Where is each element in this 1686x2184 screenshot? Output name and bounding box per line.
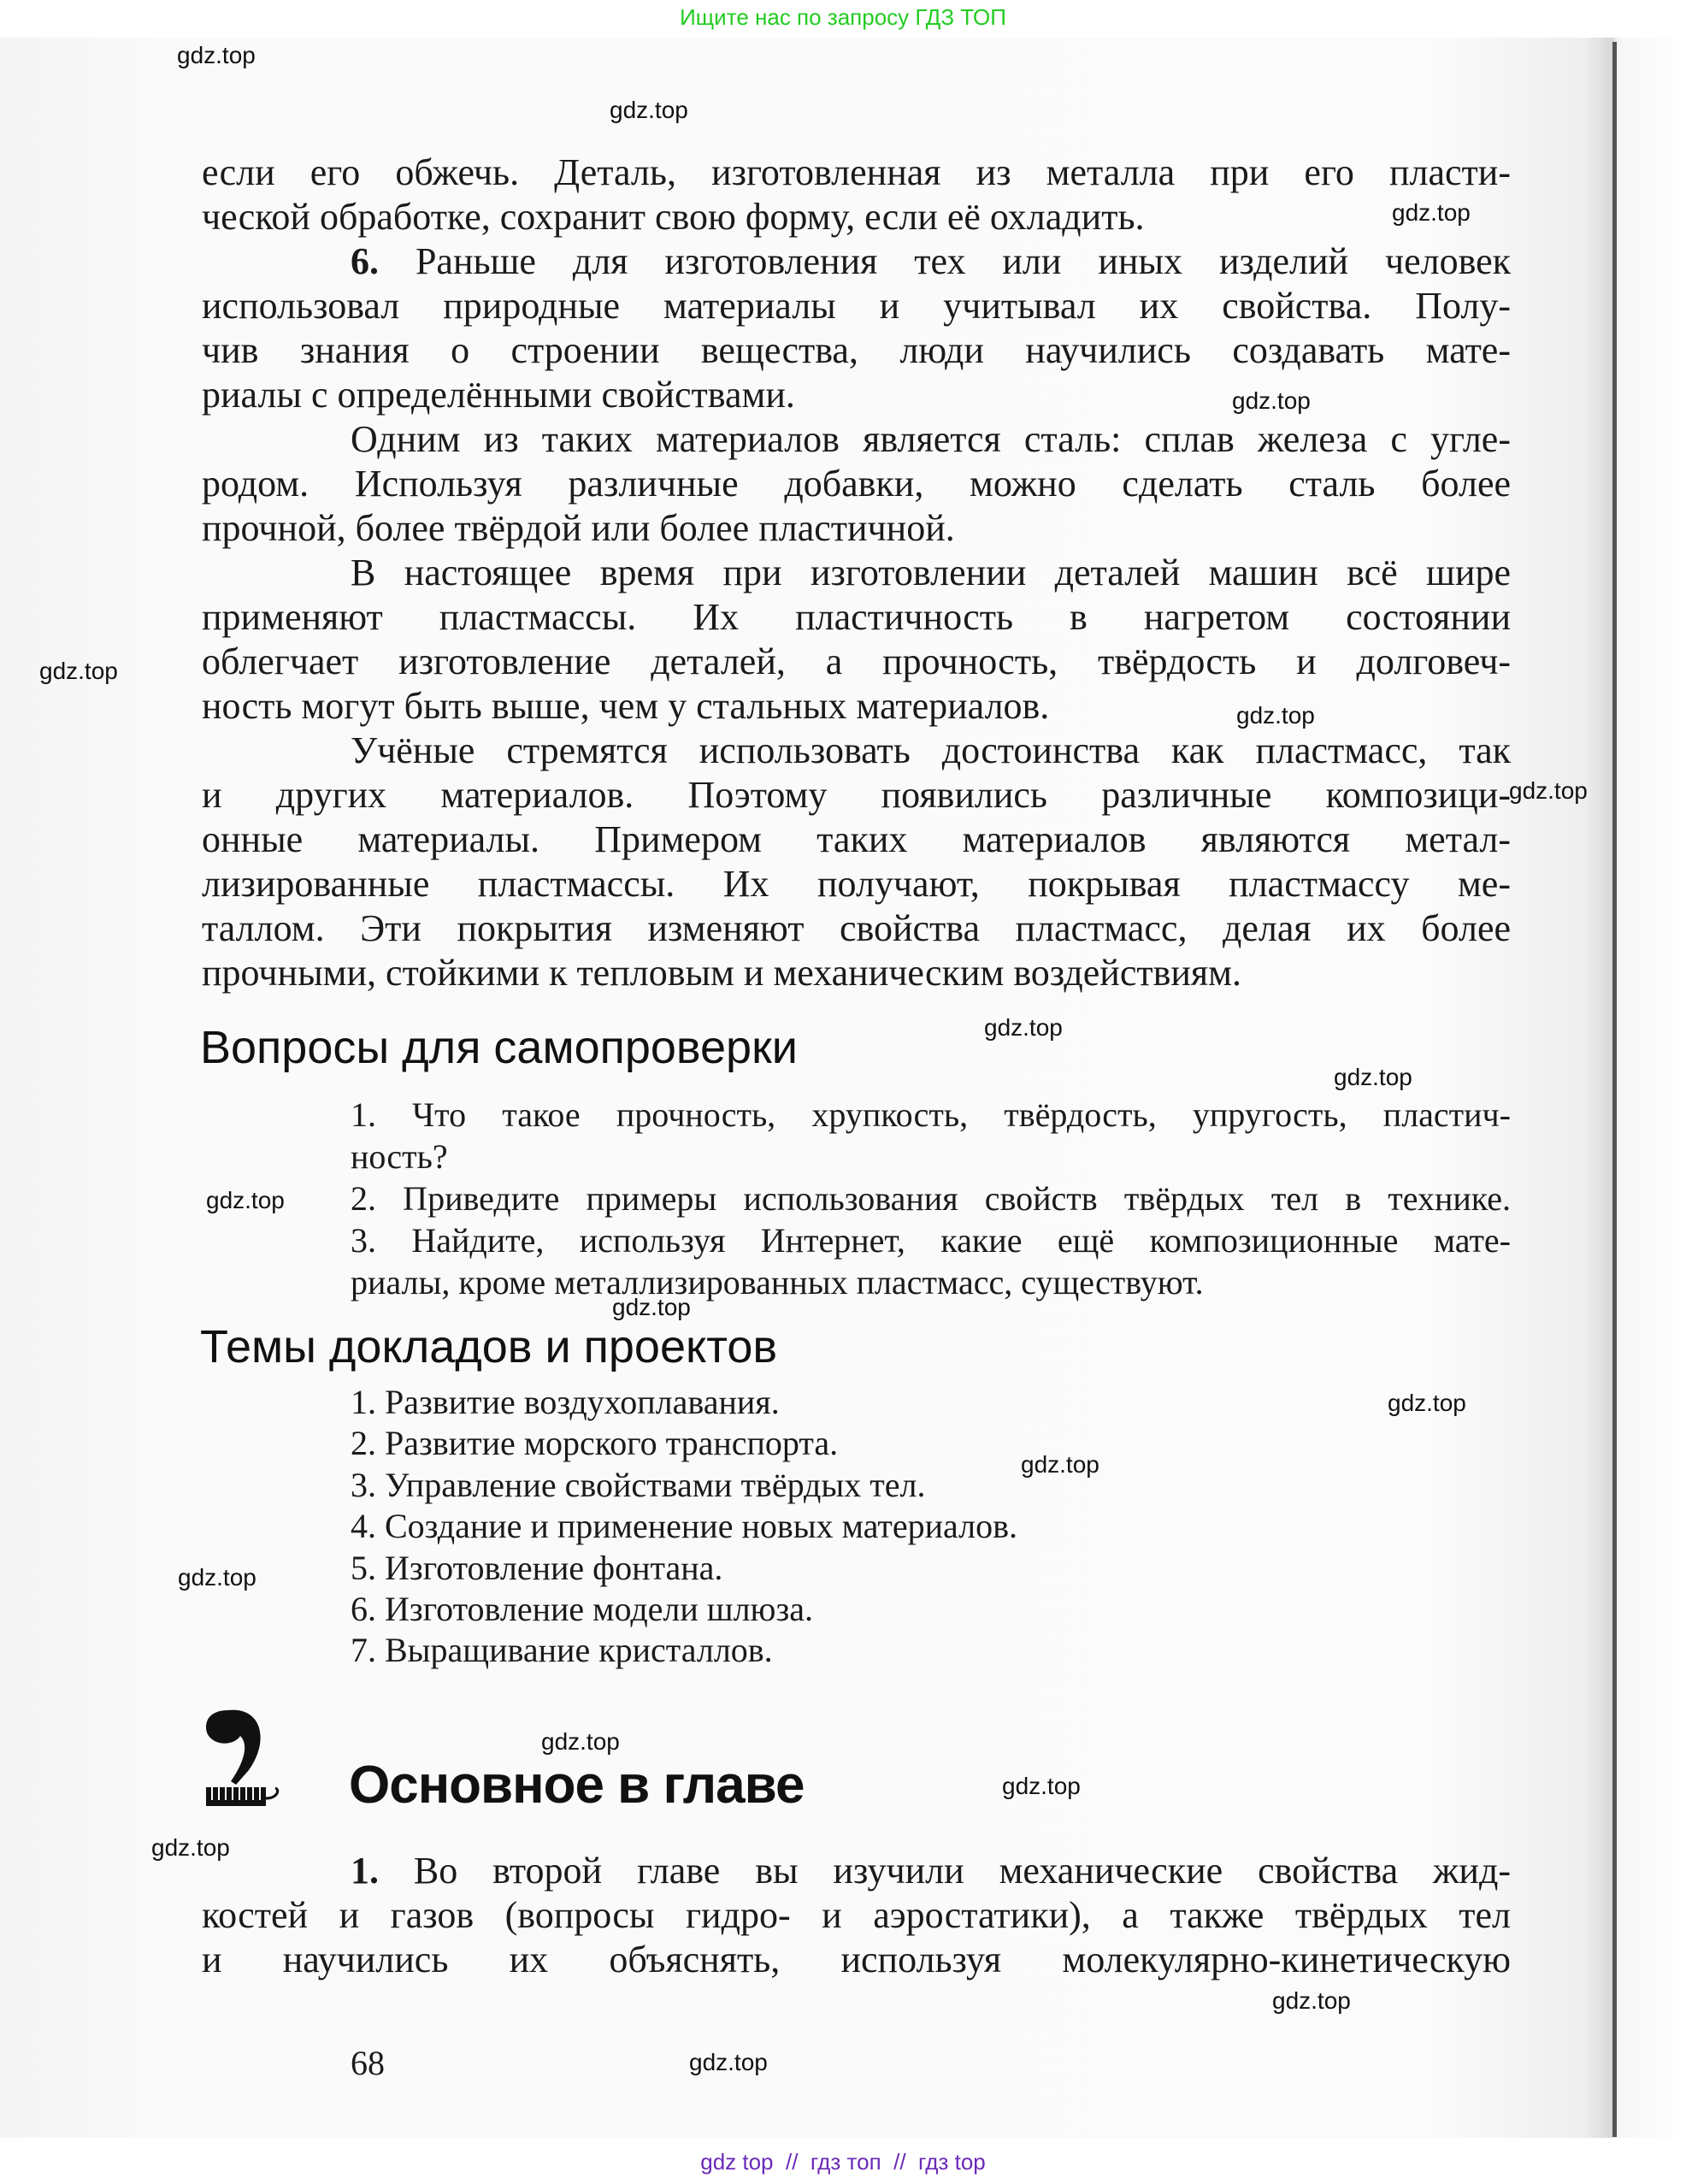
watermark: gdz.top [151,1834,230,1861]
text-line: лизированные пластмассы. Их получают, покрывая пластмассу ме- [202,863,1511,905]
summary-heading: Основное в главе [349,1756,805,1815]
topic-item: 3. Управление свойствами твёрдых тел. [351,1465,926,1504]
watermark: gdz.top [1021,1451,1099,1478]
question-line: ность? [351,1137,448,1176]
watermark: gdz.top [612,1294,691,1320]
chapter-2-logo-icon [202,1706,304,1813]
page-number: 68 [351,2044,385,2082]
questions-heading: Вопросы для самопроверки [200,1022,798,1073]
banner-text: Ищите нас по запросу ГДЗ ТОП [680,4,1006,30]
watermark: gdz.top [1272,1987,1351,2014]
text-line: использовал природные материалы и учитывал их свойства. Полу- [202,285,1511,327]
text-line: и других материалов. Поэтому появились различные композици- [202,774,1511,816]
watermark: gdz.top [1232,387,1311,414]
text-line: родом. Используя различные добавки, можно сделать сталь более [202,463,1511,505]
text-line: прочной, более твёрдой или более пластичной. [202,507,955,549]
text-line: если его обжечь. Деталь, изготовленная из металла при его пласти- [202,151,1511,193]
topic-item: 6. Изготовление модели шлюза. [351,1589,813,1628]
summary-first-line [202,1849,1511,1893]
text-line: риалы с определёнными свойствами. [202,374,795,416]
topics-heading: Темы докладов и проектов [200,1321,778,1372]
summary-text [202,1849,1511,1982]
topic-item: 5. Изготовление фонтана. [351,1548,723,1587]
watermark: gdz.top [178,1564,256,1591]
text-line: ность могут быть выше, чем у стальных материалов. [202,685,1050,727]
topic-item: 4. Создание и применение новых материалов. [351,1507,1017,1546]
text-line: онные материалы. Примером таких материалов являются метал- [202,818,1511,860]
text-line: Учёные стремятся использовать достоинства как пластмасс, так [351,729,1511,771]
watermark: gdz.top [1334,1064,1412,1090]
text-line: В настоящее время при изготовлении деталей машин всё шире [351,552,1511,593]
page-spine [1612,42,1617,2137]
text-line: прочными, стойкими к тепловым и механическим воздействиям. [202,952,1242,994]
text-line: применяют пластмассы. Их пластичность в нагретом состоянии [202,596,1511,638]
paragraph-6-first-line [202,239,1511,284]
paragraph-number: 6. [351,240,379,282]
text-line: Во второй главе вы изучили механические свойства жид- [413,1850,1512,1892]
text-line: ческой обработке, сохранит свою форму, если её охладить. [202,196,1145,238]
question-line: 1. Что такое прочность, хрупкость, твёрдость, упругость, пластич- [351,1095,1511,1134]
watermark: gdz.top [177,42,256,68]
watermark: gdz.top [206,1187,285,1213]
summary-number: 1. [351,1850,379,1892]
topics-list [351,1382,1511,1672]
text-line: чив знания о строении вещества, люди научились создавать мате- [202,329,1511,371]
top-banner [0,0,1686,38]
question-line: 2. Приведите примеры использования свойств твёрдых тел в технике. [351,1179,1511,1218]
question-line: 3. Найдите, используя Интернет, какие ещё композиционные мате- [351,1221,1511,1260]
watermark: gdz.top [1392,199,1471,226]
text-line: Раньше для изготовления тех или иных изделий человек [415,240,1512,282]
text-line: облегчает изготовление деталей, а прочность, твёрдость и долговеч- [202,640,1511,682]
text-line: Одним из таких материалов является сталь: сплав железа с угле- [351,418,1511,460]
watermark: gdz.top [1509,777,1588,804]
watermark: gdz.top [689,2049,768,2075]
text-line: таллом. Эти покрытия изменяют свойства пластмасс, делая их более [202,907,1511,949]
questions-list [351,1094,1511,1303]
text-line: и научились их объяснять, используя молекулярно-кинетическую [202,1939,1511,1980]
footer-links[interactable]: gdz top // гдз топ // гдз top [700,2149,986,2175]
watermark: gdz.top [1002,1773,1081,1799]
watermark: gdz.top [541,1728,620,1755]
watermark: gdz.top [1388,1390,1466,1416]
question-line: риалы, кроме металлизированных пластмасс, существуют. [351,1263,1204,1302]
topic-item: 1. Развитие воздухоплавания. [351,1383,780,1421]
text-line: костей и газов (вопросы гидро- и аэростатики), а также твёрдых тел [202,1894,1511,1936]
body-text [202,151,1511,995]
watermark: gdz.top [1236,702,1315,729]
watermark: gdz.top [610,97,688,123]
topic-item: 7. Выращивание кристаллов. [351,1631,773,1670]
topic-item: 2. Развитие морского транспорта. [351,1424,839,1463]
watermark: gdz.top [984,1014,1063,1041]
watermark: gdz.top [39,658,118,684]
